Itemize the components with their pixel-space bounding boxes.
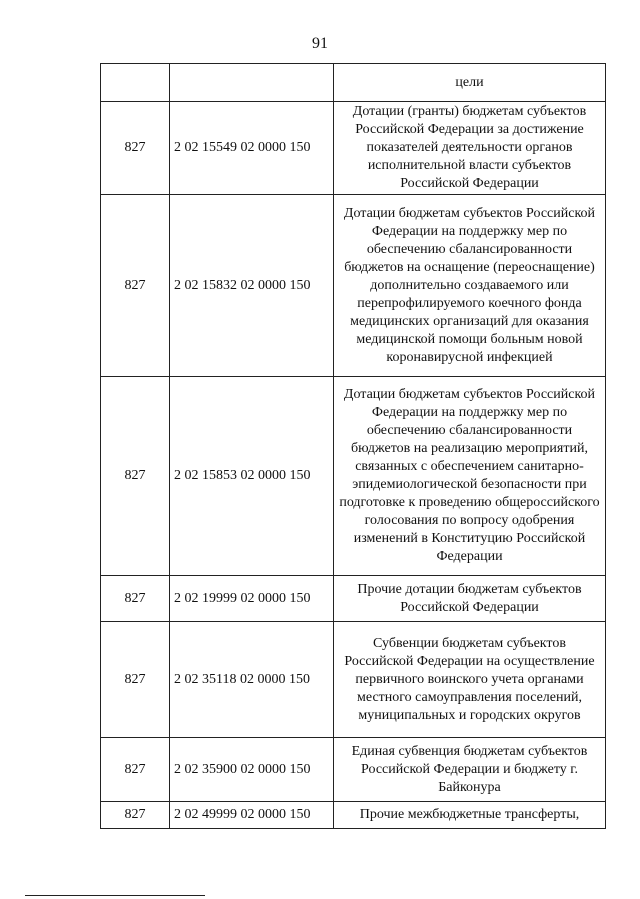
revenue-code-cell: 2 02 49999 02 0000 150 [170,802,334,829]
revenue-code-cell: 2 02 35118 02 0000 150 [170,622,334,738]
revenue-name-cell: цели [334,64,606,102]
table-row [101,622,606,738]
footnote-divider [25,895,205,896]
admin-code-cell: 827 [101,576,170,622]
table-header-row [101,64,606,102]
revenue-name-cell: Дотации бюджетам субъектов Российской Федерации на поддержку мер по обеспечению сбалансированности бюджетов на оснащение (переоснащение) дополнительно создаваемого или перепрофилируемого коечного фонда медицинских организаций для оказания медицинской помощи больным новой коронавирусной инфекцией [334,195,606,377]
revenue-code-cell: 2 02 19999 02 0000 150 [170,576,334,622]
revenue-name-cell: Дотации (гранты) бюджетам субъектов Российской Федерации за достижение показателей деятельности органов исполнительной власти субъектов Российской Федерации [334,102,606,195]
admin-code-cell: 827 [101,802,170,829]
admin-code-cell: 827 [101,195,170,377]
budget-revenue-table [100,63,606,829]
table-row [101,576,606,622]
revenue-name-cell: Прочие межбюджетные трансферты, [334,802,606,829]
admin-code-cell [101,64,170,102]
admin-code-cell: 827 [101,738,170,802]
table-row [101,738,606,802]
revenue-code-cell: 2 02 15853 02 0000 150 [170,377,334,576]
table-row [101,802,606,829]
table-row [101,102,606,195]
admin-code-cell: 827 [101,377,170,576]
revenue-name-cell: Единая субвенция бюджетам субъектов Российской Федерации и бюджету г. Байконура [334,738,606,802]
revenue-code-cell [170,64,334,102]
revenue-code-cell: 2 02 35900 02 0000 150 [170,738,334,802]
revenue-name-cell: Дотации бюджетам субъектов Российской Федерации на поддержку мер по обеспечению сбалансированности бюджетов на реализацию мероприятий, связанных с обеспечением санитарно-эпидемиологической безопасности при подготовке к проведению общероссийского голосования по вопросу одобрения изменений в Конституцию Российской Федерации [334,377,606,576]
page-number: 91 [312,35,328,52]
revenue-code-cell: 2 02 15549 02 0000 150 [170,102,334,195]
revenue-name-cell: Субвенции бюджетам субъектов Российской Федерации на осуществление первичного воинского учета органами местного самоуправления поселений, муниципальных и городских округов [334,622,606,738]
admin-code-cell: 827 [101,622,170,738]
table-row [101,377,606,576]
table-row [101,195,606,377]
revenue-code-cell: 2 02 15832 02 0000 150 [170,195,334,377]
revenue-name-cell: Прочие дотации бюджетам субъектов Российской Федерации [334,576,606,622]
admin-code-cell: 827 [101,102,170,195]
